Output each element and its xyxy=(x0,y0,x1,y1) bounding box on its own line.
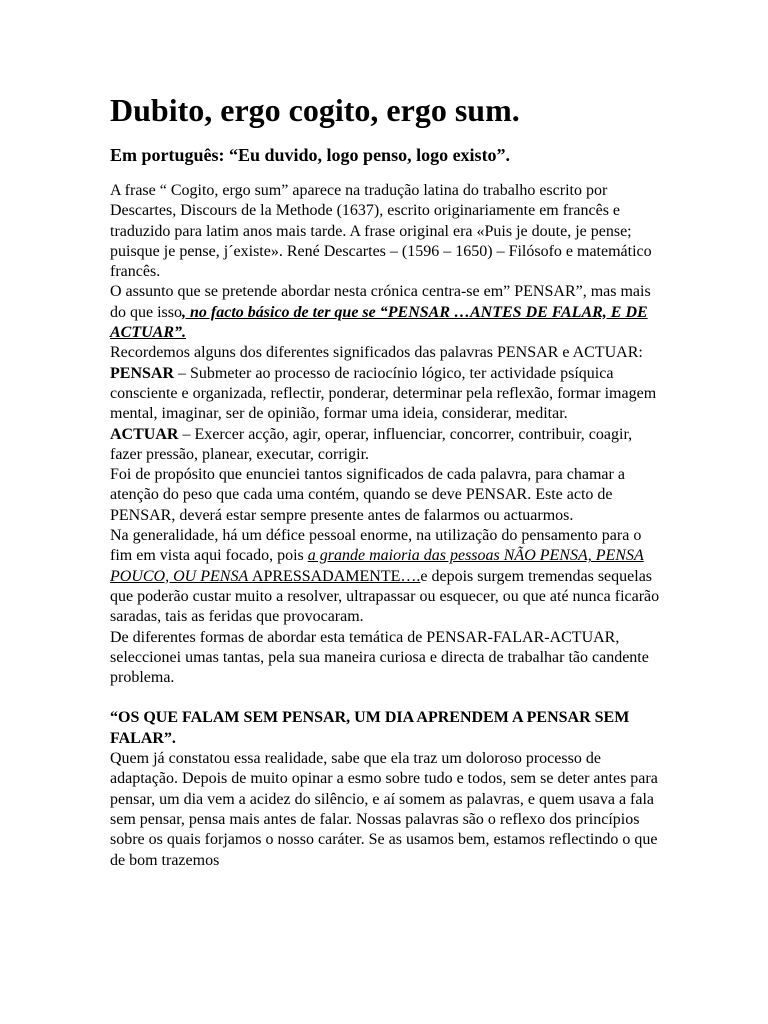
term-actuar: ACTUAR xyxy=(110,425,179,443)
deficit-underline-emphasis: APRESSADAMENTE…. xyxy=(251,567,421,585)
definition-pensar-text: – Submeter ao processo de raciocínio lógico, ter actividade psíquica consciente e organizada, reflectir, ponderar, determinar pela reflexão, formar imagem mental, imaginar, ser de opinião, formar uma ideia, considerar, meditar. xyxy=(110,364,657,423)
paragraph-recall: Recordemos alguns dos diferentes significados das palavras PENSAR e ACTUAR: xyxy=(110,344,643,362)
paragraph-subject xyxy=(110,282,662,343)
deficit-text: Na generalidade, há um défice pessoal enorme, na utilização do pensamento para o fim em vista aqui focado, pois xyxy=(110,527,642,565)
quote-heading: “OS QUE FALAM SEM PENSAR, UM DIA APRENDEM A PENSAR SEM FALAR”. xyxy=(110,709,630,747)
spacer xyxy=(110,688,662,708)
paragraph-approaches: De diferentes formas de abordar esta temática de PENSAR-FALAR-ACTUAR, seleccionei umas tantas, pela sua maneira curiosa e directa de trabalhar tão candente problema. xyxy=(110,628,649,687)
definition-actuar-text: – Exercer acção, agir, operar, influenciar, concorrer, contribuir, coagir, fazer pressão, planear, executar, corrigir. xyxy=(110,425,633,463)
definition-actuar xyxy=(110,425,662,466)
paragraph-reflection: Quem já constatou essa realidade, sabe que ela traz um doloroso processo de adaptação. Depois de muito opinar a esmo sobre tudo e todos, sem se deter antes para pensar, um dia vem a acidez do silêncio, e aí somem as palavras, e quem usava a fala sem pensar, pensa mais antes de falar. Nossas palavras são o reflexo dos princípios sobre os quais forjamos o nosso caráter. Se as usamos bem, estamos reflectindo o que de bom trazemos xyxy=(110,750,658,869)
document-title: Dubito, ergo cogito, ergo sum. xyxy=(110,92,520,128)
definition-pensar xyxy=(110,364,662,425)
paragraph-intro: A frase “ Cogito, ergo sum” aparece na tradução latina do trabalho escrito por Descartes, Discours de la Methode (1637), escrito originariamente em francês e traduzido para latim anos mais tarde. A frase original era «Puis je doute, je pense; puisque je pense, j´existe». René Descartes – (1596 – 1650) – Filósofo e matemático francês. xyxy=(110,182,652,281)
document-body xyxy=(110,181,662,871)
document-subtitle: Em português: “Eu duvido, logo penso, logo existo”. xyxy=(110,145,511,165)
subject-emphasis: , no facto básico de ter que se “PENSAR …ANTES DE FALAR, E DE ACTUAR”. xyxy=(110,303,648,342)
subject-text: O assunto que se pretende abordar nesta crónica centra-se em” PENSAR”, mas mais do que isso xyxy=(110,283,651,321)
paragraph-purpose: Foi de propósito que enunciei tantos significados de cada palavra, para chamar a atenção do peso que cada uma contém, quando se deve PENSAR. Este acto de PENSAR, deverá estar sempre presente antes de falarmos ou actuarmos. xyxy=(110,466,625,524)
deficit-italic-emphasis: a grande maioria das pessoas NÃO PENSA, PENSA POUCO, OU PENSA xyxy=(110,547,644,585)
paragraph-deficit xyxy=(110,526,662,627)
document-page xyxy=(110,90,662,871)
deficit-consequences: e depois surgem tremendas sequelas que poderão custar muito a resolver, ultrapassar ou esquecer, ou que até nunca ficarão saradas, tais as feridas que provocaram. xyxy=(110,567,660,626)
term-pensar: PENSAR xyxy=(110,364,175,382)
